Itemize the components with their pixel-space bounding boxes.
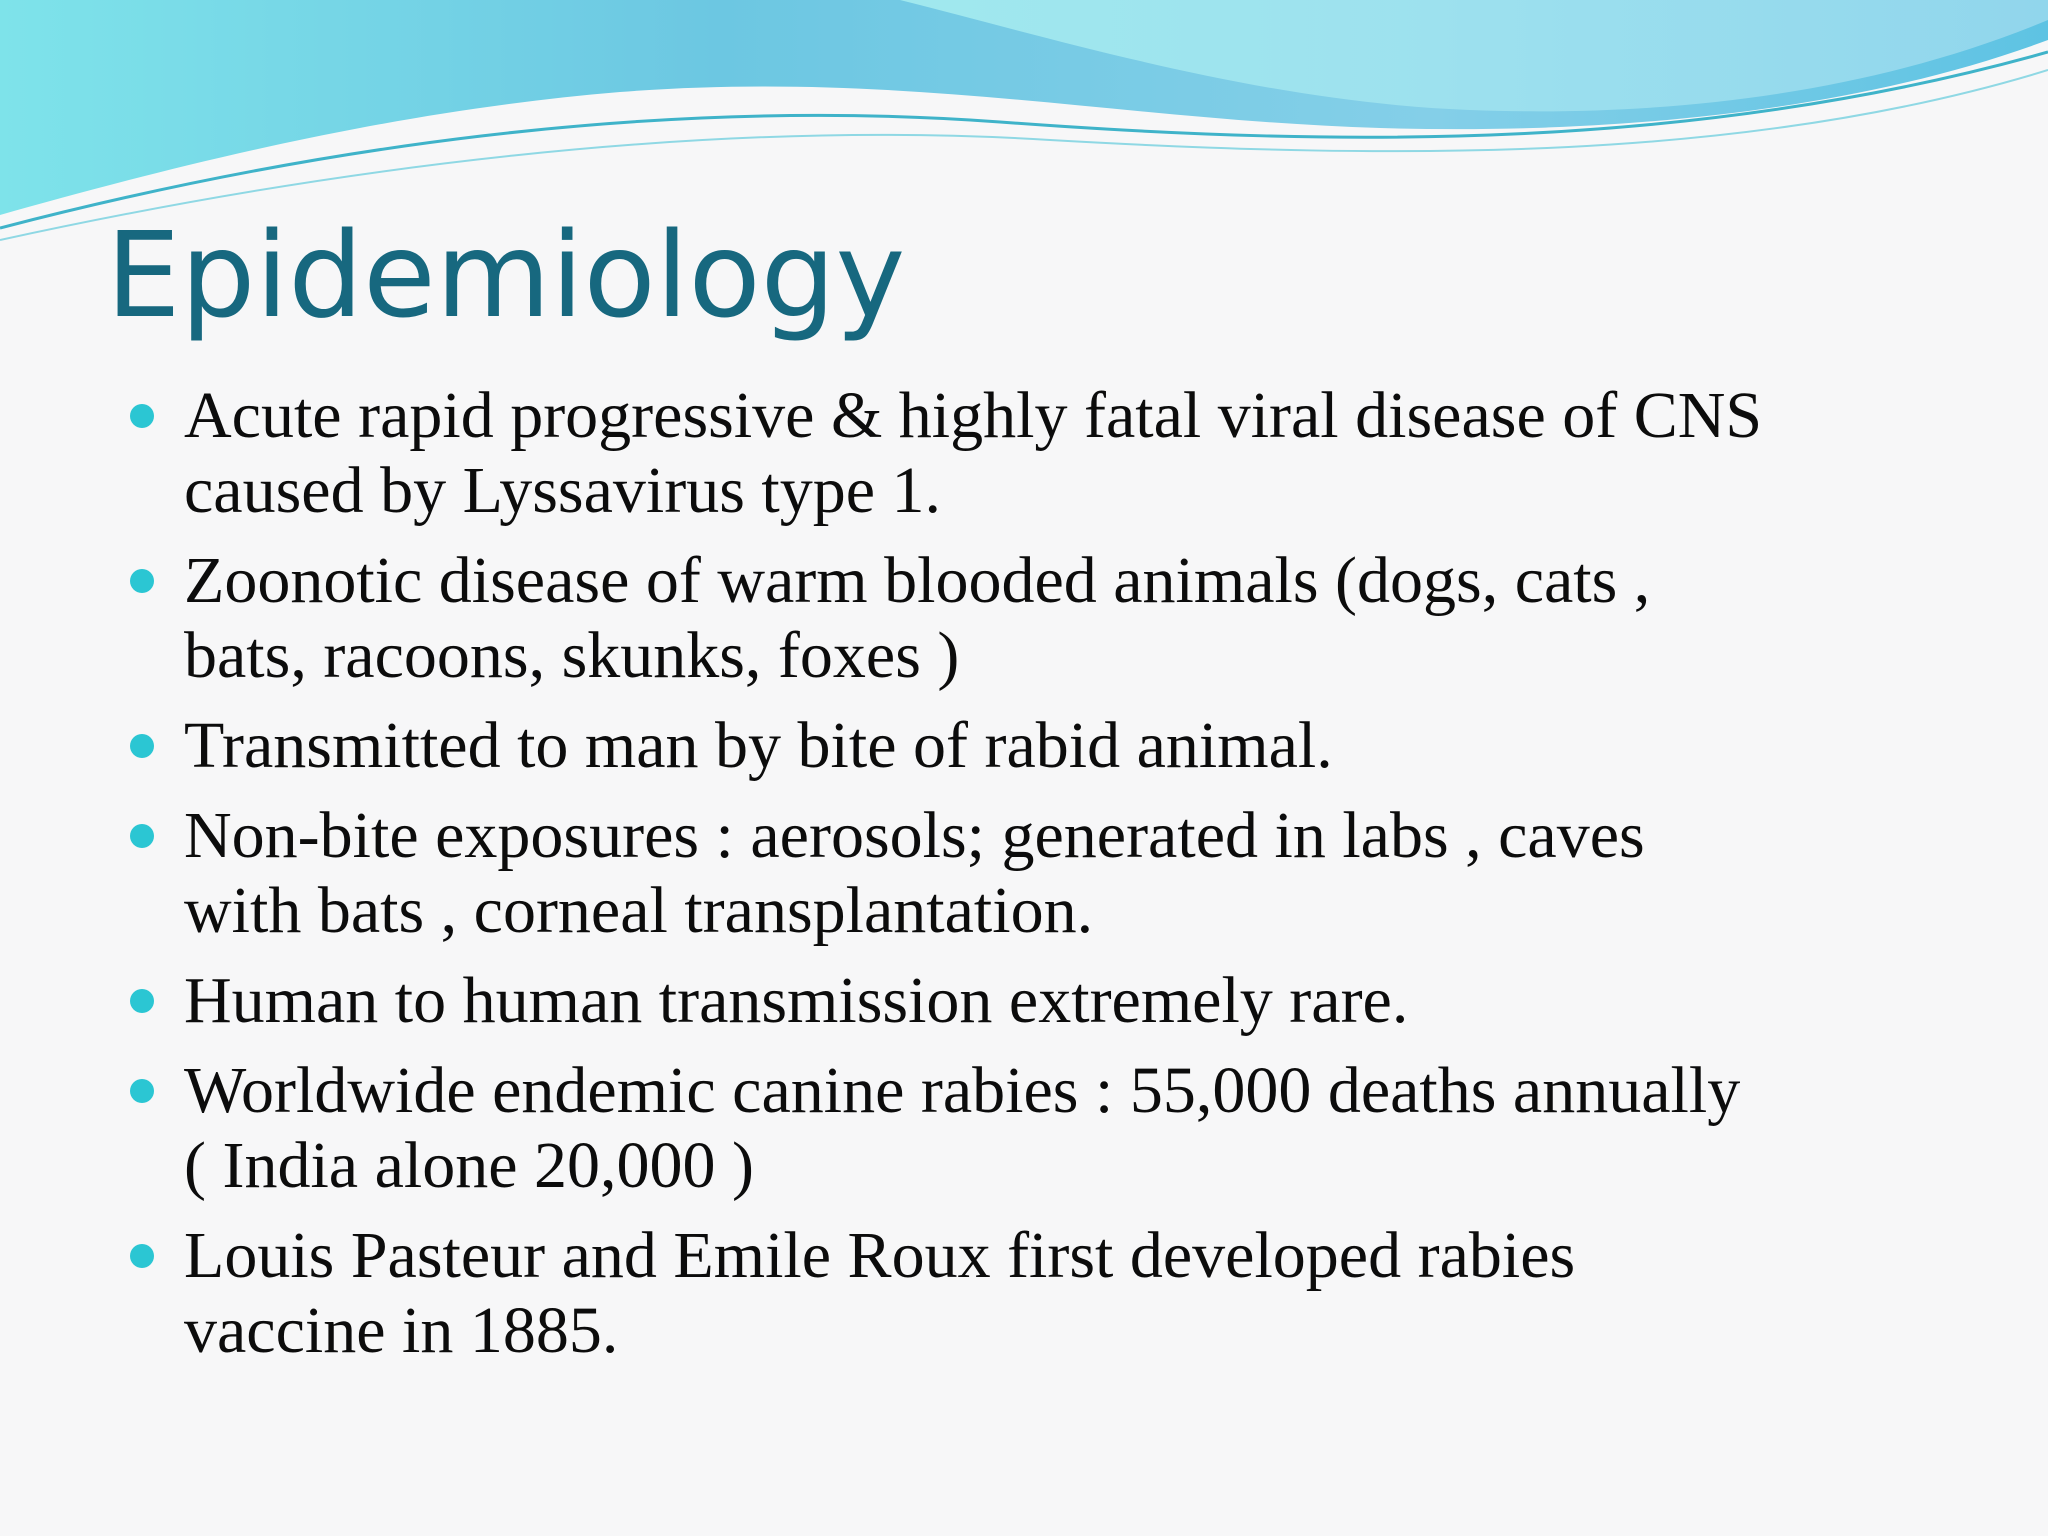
bullet-list bbox=[184, 378, 2024, 1383]
bullet-text-line: vaccine in 1885. bbox=[184, 1294, 619, 1367]
bullet-dot-icon bbox=[130, 404, 154, 428]
bullet-text-line: Human to human transmission extremely rare. bbox=[184, 964, 1409, 1037]
bullet-text-line: bats, racoons, skunks, foxes ) bbox=[184, 619, 960, 692]
bullet-text-line: caused by Lyssavirus type 1. bbox=[184, 454, 942, 527]
bullet-dot-icon bbox=[130, 569, 154, 593]
bullet-item bbox=[184, 963, 2024, 1038]
bullet-text-line: with bats , corneal transplantation. bbox=[184, 874, 1094, 947]
bullet-dot-icon bbox=[130, 734, 154, 758]
bullet-text-line: Worldwide endemic canine rabies : 55,000 deaths annually bbox=[184, 1054, 1741, 1127]
bullet-text-line: Non-bite exposures : aerosols; generated in labs , caves bbox=[184, 799, 1645, 872]
bullet-dot-icon bbox=[130, 1079, 154, 1103]
bullet-dot-icon bbox=[130, 989, 154, 1013]
bullet-item bbox=[184, 378, 2024, 528]
bullet-item bbox=[184, 708, 2024, 783]
bullet-dot-icon bbox=[130, 1244, 154, 1268]
bullet-item bbox=[184, 543, 2024, 693]
bullet-dot-icon bbox=[130, 824, 154, 848]
bullet-text-line: Transmitted to man by bite of rabid animal. bbox=[184, 709, 1333, 782]
bullet-item bbox=[184, 1053, 2024, 1203]
bullet-text-line: Acute rapid progressive & highly fatal viral disease of CNS bbox=[184, 379, 1763, 452]
slide-title: Epidemiology bbox=[106, 206, 906, 344]
bullet-text-line: Louis Pasteur and Emile Roux first developed rabies bbox=[184, 1219, 1576, 1292]
bullet-text-line: Zoonotic disease of warm blooded animals (dogs, cats , bbox=[184, 544, 1651, 617]
bullet-item bbox=[184, 1218, 2024, 1368]
bullet-item bbox=[184, 798, 2024, 948]
bullet-text-line: ( India alone 20,000 ) bbox=[184, 1129, 754, 1202]
